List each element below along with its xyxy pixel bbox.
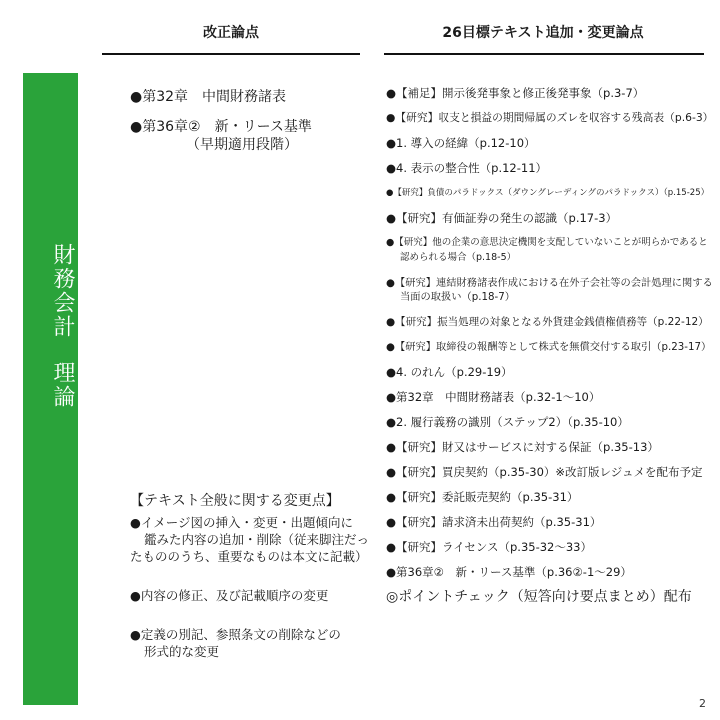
text-change-line: ●【研究】振当処理の対象となる外貨建金銭債権債務等（p.22-12） [386, 316, 709, 328]
text-change-line: ●【研究】連結財務諸表作成における在外子会社等の会計処理に関する [386, 276, 713, 289]
text-change-item [386, 390, 712, 405]
general-change-item [130, 587, 370, 604]
general-change-line: ●イメージ図の挿入・変更・出題傾向に [130, 515, 354, 530]
general-change-line: たもののうち、重要なものは本文に記載） [130, 549, 368, 564]
text-change-item [386, 186, 712, 201]
text-change-item [386, 236, 712, 265]
text-changes-list [386, 86, 712, 606]
text-change-line-cont: 当面の取扱い（p.18-7） [400, 291, 516, 303]
text-change-line: ●【研究】委託販売契約（p.35-31） [386, 490, 579, 504]
revision-topic-text: ●第32章 中間財務諸表 [130, 89, 287, 105]
revision-topic [130, 118, 360, 154]
text-change-item [386, 211, 712, 226]
general-changes-heading: 【テキスト全般に関する変更点】 [130, 493, 340, 509]
text-change-line: ●【研究】請求済未出荷契約（p.35-31） [386, 515, 602, 529]
text-change-item [386, 565, 712, 580]
text-change-line: ●【補足】開示後発事象と修正後発事象（p.3-7） [386, 86, 645, 100]
text-change-line: ●第36章② 新・リース基準（p.36②-1～29） [386, 565, 632, 579]
page-number: 2 [699, 697, 706, 710]
general-change-line: 形式的な変更 [144, 644, 220, 659]
text-change-item [386, 276, 712, 305]
text-change-line: ●2. 履行義務の識別（ステップ2）（p.35-10） [386, 415, 629, 429]
general-change-line: ●定義の別記、参照条文の削除などの [130, 627, 341, 642]
text-change-line: ●【研究】財又はサービスに対する保証（p.35-13） [386, 440, 659, 454]
text-change-item [386, 315, 712, 330]
point-check-note: ◎ポイントチェック（短答向け要点まとめ）配布 [386, 589, 692, 605]
sidebar-label-line2: 理論 [50, 361, 75, 409]
sidebar-label-line1: 財務会計 [50, 243, 75, 339]
text-change-item [386, 465, 712, 480]
text-change-line-cont: 認められる場合（p.18-5） [400, 251, 517, 263]
text-change-line: ●【研究】買戻契約（p.35-30）※改訂版レジュメを配布予定 [386, 465, 703, 479]
general-change-item [130, 626, 370, 660]
text-change-line: ●【研究】有価証券の発生の認識（p.17-3） [386, 211, 618, 225]
text-change-item [386, 415, 712, 430]
text-change-item [386, 440, 712, 455]
text-change-line: ●4. のれん（p.29-19） [386, 365, 513, 379]
general-change-item [130, 514, 370, 565]
general-change-line: 鑑みた内容の追加・削除（従来脚注だっ [144, 532, 370, 547]
revision-topic-text: ●第36章② 新・リース基準 [130, 119, 312, 135]
text-change-item [386, 340, 712, 355]
text-change-line: ●【研究】負債のパラドックス（ダウングレーディングのパラドックス）（p.15-25） [386, 188, 710, 198]
text-change-line: ●【研究】ライセンス（p.35-32～33） [386, 540, 593, 554]
text-change-line: ●第32章 中間財務諸表（p.32-1～10） [386, 390, 601, 404]
text-change-line: ●1. 導入の経緯（p.12-10） [386, 136, 536, 150]
header-right-title: 26目標テキスト追加・変更論点 [442, 25, 644, 41]
text-change-line: ●【研究】取締役の報酬等として株式を無償交付する取引（p.23-17） [386, 341, 712, 353]
revision-topic [130, 88, 360, 106]
text-change-item [386, 86, 712, 101]
text-change-item [386, 515, 712, 530]
text-change-item [386, 136, 712, 151]
text-change-item [386, 490, 712, 505]
text-change-item [386, 161, 712, 176]
header-right-rule [384, 53, 704, 55]
general-changes-section [130, 492, 370, 682]
text-change-item [386, 540, 712, 555]
general-change-line: ●内容の修正、及び記載順序の変更 [130, 588, 329, 603]
sidebar-subject-label [23, 243, 78, 409]
text-change-item [386, 365, 712, 380]
revision-topic-note: （早期適用段階） [186, 137, 298, 153]
text-change-item [386, 111, 712, 126]
header-left-title: 改正論点 [203, 25, 259, 41]
header-left-rule [102, 53, 360, 55]
text-change-line: ●【研究】他の企業の意思決定機関を支配していないことが明らかであると [386, 237, 708, 248]
revision-topics-list [130, 88, 360, 166]
sidebar-subject-bar [23, 73, 78, 705]
text-change-line: ●4. 表示の整合性（p.12-11） [386, 161, 548, 175]
text-change-line: ●【研究】収支と損益の期間帰属のズレを収容する残高表（p.6-3） [386, 111, 714, 124]
